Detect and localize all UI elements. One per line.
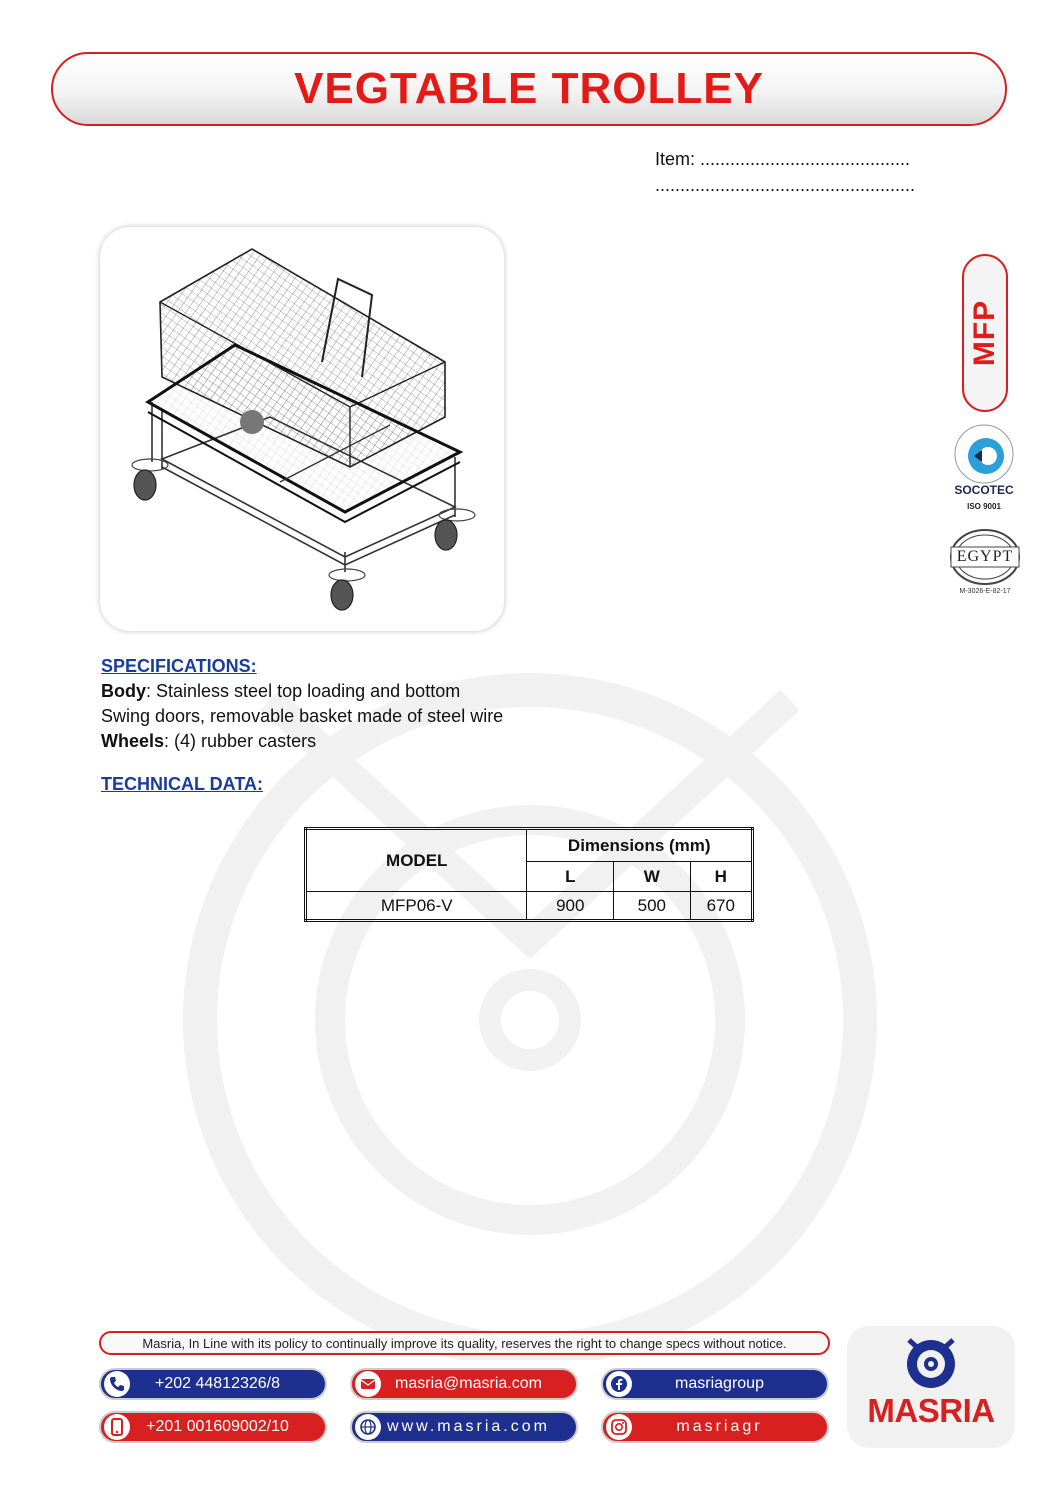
- spec-body-text: : Stainless steel top loading and bottom: [146, 681, 461, 701]
- header-model: MODEL: [306, 829, 527, 892]
- website-text: www.masria.com: [387, 1418, 550, 1435]
- egypt-label: EGYPT: [956, 548, 1014, 565]
- globe-icon: [355, 1414, 381, 1440]
- spec-wheels-text: : (4) rubber casters: [164, 731, 317, 751]
- table-row: [306, 892, 753, 921]
- spec-body-label: Body: [101, 681, 146, 701]
- email-text: masria@masria.com: [395, 1375, 542, 1392]
- trolley-illustration: [100, 227, 504, 631]
- phone-icon: [104, 1371, 130, 1397]
- product-image: [100, 227, 504, 631]
- socotec-certification-logo: [944, 422, 1024, 518]
- masria-wordmark: MASRIA: [867, 1392, 995, 1429]
- website-link[interactable]: [350, 1411, 578, 1443]
- item-field: Item: ..........................................: [655, 149, 911, 169]
- technical-data-table: [304, 827, 754, 922]
- spec-wheels-label: Wheels: [101, 731, 165, 751]
- mobile-icon: [104, 1414, 130, 1440]
- category-badge: [962, 254, 1008, 412]
- spec-body: [101, 681, 460, 702]
- instagram-link[interactable]: [601, 1411, 829, 1443]
- header-length: L: [527, 862, 614, 892]
- egypt-certification-logo: [945, 527, 1025, 599]
- socotec-seal-icon: [944, 422, 1024, 484]
- phone-landline-link[interactable]: [99, 1368, 327, 1400]
- cell-width: 500: [614, 892, 691, 921]
- header-height: H: [690, 862, 752, 892]
- phone-landline-text: +202 44812326/8: [154, 1375, 280, 1392]
- email-link[interactable]: [350, 1368, 578, 1400]
- category-label: MFP: [968, 299, 1002, 367]
- cell-length: 900: [527, 892, 614, 921]
- title-banner: [51, 52, 1007, 126]
- egypt-code: M-3026-E-82-17: [959, 588, 1011, 595]
- facebook-text: masriagroup: [675, 1375, 764, 1392]
- specifications-heading: SPECIFICATIONS:: [101, 656, 257, 676]
- instagram-text: masriagr: [676, 1418, 763, 1435]
- facebook-link[interactable]: [601, 1368, 829, 1400]
- socotec-name: SOCOTEC: [954, 483, 1014, 497]
- mail-icon: [355, 1371, 381, 1397]
- instagram-icon: [606, 1414, 632, 1440]
- spec-wheels: [101, 731, 316, 752]
- policy-notice: Masria, In Line with its policy to continually improve its quality, reserves the right to change specs without notice.: [99, 1331, 830, 1355]
- spec-body-continuation: Swing doors, removable basket made of steel wire: [101, 706, 504, 726]
- masria-emblem-icon: [847, 1326, 1015, 1396]
- technical-data-heading: TECHNICAL DATA:: [101, 774, 263, 794]
- header-width: W: [614, 862, 691, 892]
- phone-mobile-link[interactable]: [99, 1411, 327, 1443]
- item-field-continuation: ....................................................: [655, 175, 916, 195]
- page-title: VEGTABLE TROLLEY: [294, 64, 764, 113]
- cell-model: MFP06-V: [306, 892, 527, 921]
- caster-front-right: [329, 569, 365, 610]
- iso-label: ISO 9001: [967, 502, 1001, 511]
- cell-height: 670: [690, 892, 752, 921]
- facebook-icon: [606, 1371, 632, 1397]
- masria-logo[interactable]: [847, 1326, 1015, 1448]
- header-dimensions: Dimensions (mm): [527, 829, 753, 862]
- phone-mobile-text: +201 001609002/10: [146, 1418, 289, 1435]
